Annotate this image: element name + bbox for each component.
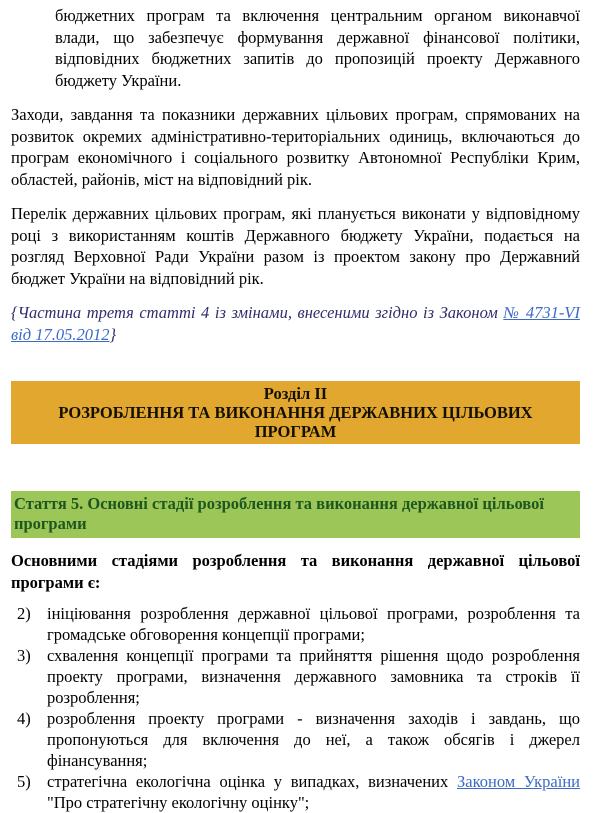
list-item-2 <box>11 603 580 645</box>
article-5-heading: Стаття 5. Основні стадії розроблення та виконання державної цільової програми <box>11 491 580 538</box>
list-item-5 <box>11 771 580 813</box>
law-ukraine-link[interactable]: Законом України <box>456 772 580 791</box>
list-item-4 <box>11 708 580 771</box>
list-item-number: 3) <box>17 646 31 665</box>
amendment-note <box>11 302 580 345</box>
amendment-note-close: } <box>109 324 117 344</box>
section-ii-heading <box>11 381 580 444</box>
list-item-number: 5) <box>17 772 31 791</box>
paragraph-budget-programs: бюджетних програм та включення центральним органом виконавчої влади, що забезпечує формування державної фінансової політики, відповідних бюджетних запитів до пропозицій проекту Державного бюджету України. <box>55 6 580 90</box>
section-title: РОЗРОБЛЕННЯ ТА ВИКОНАННЯ ДЕРЖАВНИХ ЦІЛЬОВИХ ПРОГРАМ <box>58 403 533 441</box>
list-item-text-before: стратегічна екологічна оцінка у випадках, визначених <box>47 772 457 791</box>
law-4731-vi-link[interactable]: № 4731-VI від 17.05.2012 <box>11 303 580 344</box>
paragraph-programs-list: Перелік державних цільових програм, які планується виконати у відповідному році з використанням коштів Державного бюджету України, подається на розгляд Верховної Ради України разом із проектом закону про Державний бюджет України на відповідний рік. <box>11 204 580 288</box>
stages-list <box>11 603 580 813</box>
stages-intro: Основними стадіями розроблення та виконання державної цільової програми є: <box>11 551 580 592</box>
list-item-number: 4) <box>17 709 31 728</box>
list-item-text: розроблення проекту програми - визначення заходів і завдань, що пропонуються для включення до неї, а також обсягів і джерел фінансування; <box>47 709 580 770</box>
list-item-text-after: "Про стратегічну екологічну оцінку"; <box>47 793 310 812</box>
section-number: Розділ II <box>263 384 328 403</box>
list-item-text: ініціювання розроблення державної цільової програми, розроблення та громадське обговорення концепції програми; <box>47 604 580 644</box>
amendment-note-text: {Частина третя статті 4 із змінами, внесеними згідно із Законом <box>11 303 504 322</box>
paragraph-measures-indicators: Заходи, завдання та показники державних цільових програм, спрямованих на розвиток окремих адміністративно-територіальних одиниць, включаються до програм економічного і соціального розвитку Автономної Республіки Крим, областей, районів, міст на відповідний рік. <box>11 105 580 189</box>
list-item-3 <box>11 645 580 708</box>
list-item-text <box>47 771 580 813</box>
list-item-text: схвалення концепції програми та прийняття рішення щодо розроблення проекту програми, визначення державного замовника та строків її розроблення; <box>47 646 580 707</box>
list-item-number: 2) <box>17 604 31 623</box>
